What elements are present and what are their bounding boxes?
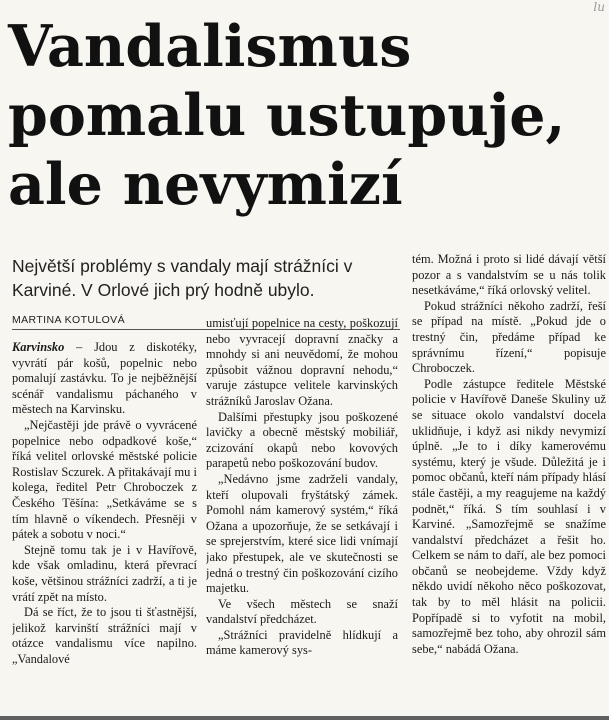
article-paragraph: Pokud strážníci někoho zadrží, řeší se případ na místě. „Pokud jde o trestný čin, předáme případ ke správnímu řízení,“ popisuje Chroboczek.	[412, 298, 606, 376]
article-paragraph: umisťují popelnice na cesty, poškozují nebo vyvracejí dopravní značky a mnohdy si ani neuvědomí, že mohou způsobit vážnou dopravní nehodu,“ varuje zástupce velitele karvinských strážníků Jaroslav Ožana.	[206, 316, 398, 408]
article-paragraph: „Nedávno jsme zadrželi vandaly, kteří olupovali fryštátský zámek. Pomohl nám kamerový systém,“ říká Ožana a upozorňuje, že se setkávají i se sprejerstvím, které sice lidi vnímají jako přestupek, ale ve skutečnosti se jedná o trestný čin poškozování cizího majetku.	[206, 471, 398, 596]
article-paragraph: tém. Možná i proto si lidé dávají větší pozor a s vandalstvím se u nás tolik nesetkáváme,“ říká orlovský velitel.	[412, 252, 606, 298]
subtitle: Největší problémy s vandaly mají strážníci v Karviné. V Orlové jich prý hodně ubylo.	[12, 256, 353, 300]
article-column-2	[206, 316, 398, 716]
bottom-border	[0, 716, 609, 720]
headline	[8, 12, 608, 219]
article-paragraph	[12, 340, 197, 418]
article-paragraph: Stejně tomu tak je i v Havířově, kde však omladinu, která převrací koše, většinou strážníci zadrží, a ti je vrátí zpět na místo.	[12, 542, 197, 604]
byline: MARTINA KOTULOVÁ	[12, 314, 125, 326]
headline-line-2: pomalu ustupuje,	[8, 82, 566, 149]
article-paragraph: Podle zástupce ředitele Městské policie v Havířově Daneše Skuliny už se situace okolo vandalství docela uklidňuje, i když asi nikdy nevymizí úplně. „Je to i díky kamerovému systému, který je všude. Důležitá je i pomoc občanů, kteří nám případy hlásí stále častěji, a my reagujeme na každý podnět,“ říká. S tím souhlasí i v Karviné. „Samozřejmě se snažíme vandalství předcházet a řešit ho. Celkem se nám to daří, ale bez pomoci občanů se neobejdeme. Vždy když někdo uvidí někoho něco poškozovat, tak by to měl hlásit na policii. Popřípadě si to vyfotit na mobil, samozřejmě bez toho, aby ohrozil sám sebe,“ nabádá Ožana.	[412, 376, 606, 656]
headline-line-1: Vandalismus	[8, 13, 412, 80]
lead-text: – Jdou z diskotéky, vyvrátí pár košů, popelnic nebo pomalují zastávku. To je nejběžnější scénář vandalismu páchaného v městech na Karvinsku.	[12, 340, 197, 417]
corner-handwritten-mark: lu	[593, 0, 605, 14]
article-column-1	[12, 340, 197, 716]
article-paragraph: „Strážníci pravidelně hlídkují a máme kamerový sys-	[206, 627, 398, 658]
article-column-3	[412, 252, 606, 716]
article-paragraph: Dalšími přestupky jsou poškozené lavičky a obecně městský mobiliář, zcizování okapů nebo kovových parapetů nebo poškozování budov.	[206, 409, 398, 471]
dateline-place: Karvinsko	[12, 340, 65, 354]
article-paragraph: Ve všech městech se snaží vandalství předcházet.	[206, 596, 398, 627]
article-paragraph: Dá se říct, že to jsou ti šťastnější, jelikož karvinští strážníci mají v otázce vandalismu více napilno. „Vandalové	[12, 605, 197, 666]
headline-line-3: ale nevymizí	[8, 151, 403, 218]
article-paragraph: „Nejčastěji jde právě o vyvrácené popelnice nebo odpadkové koše,“ říká velitel orlovské městské policie Rostislav Sczurek. A přitakávají mu i kolega, ředitel Petr Chroboczek z Českého Těšína: „Setkáváme se s tím hlavně o víkendech. Přesněji v pátek a sobotu v noci.“	[12, 417, 197, 542]
